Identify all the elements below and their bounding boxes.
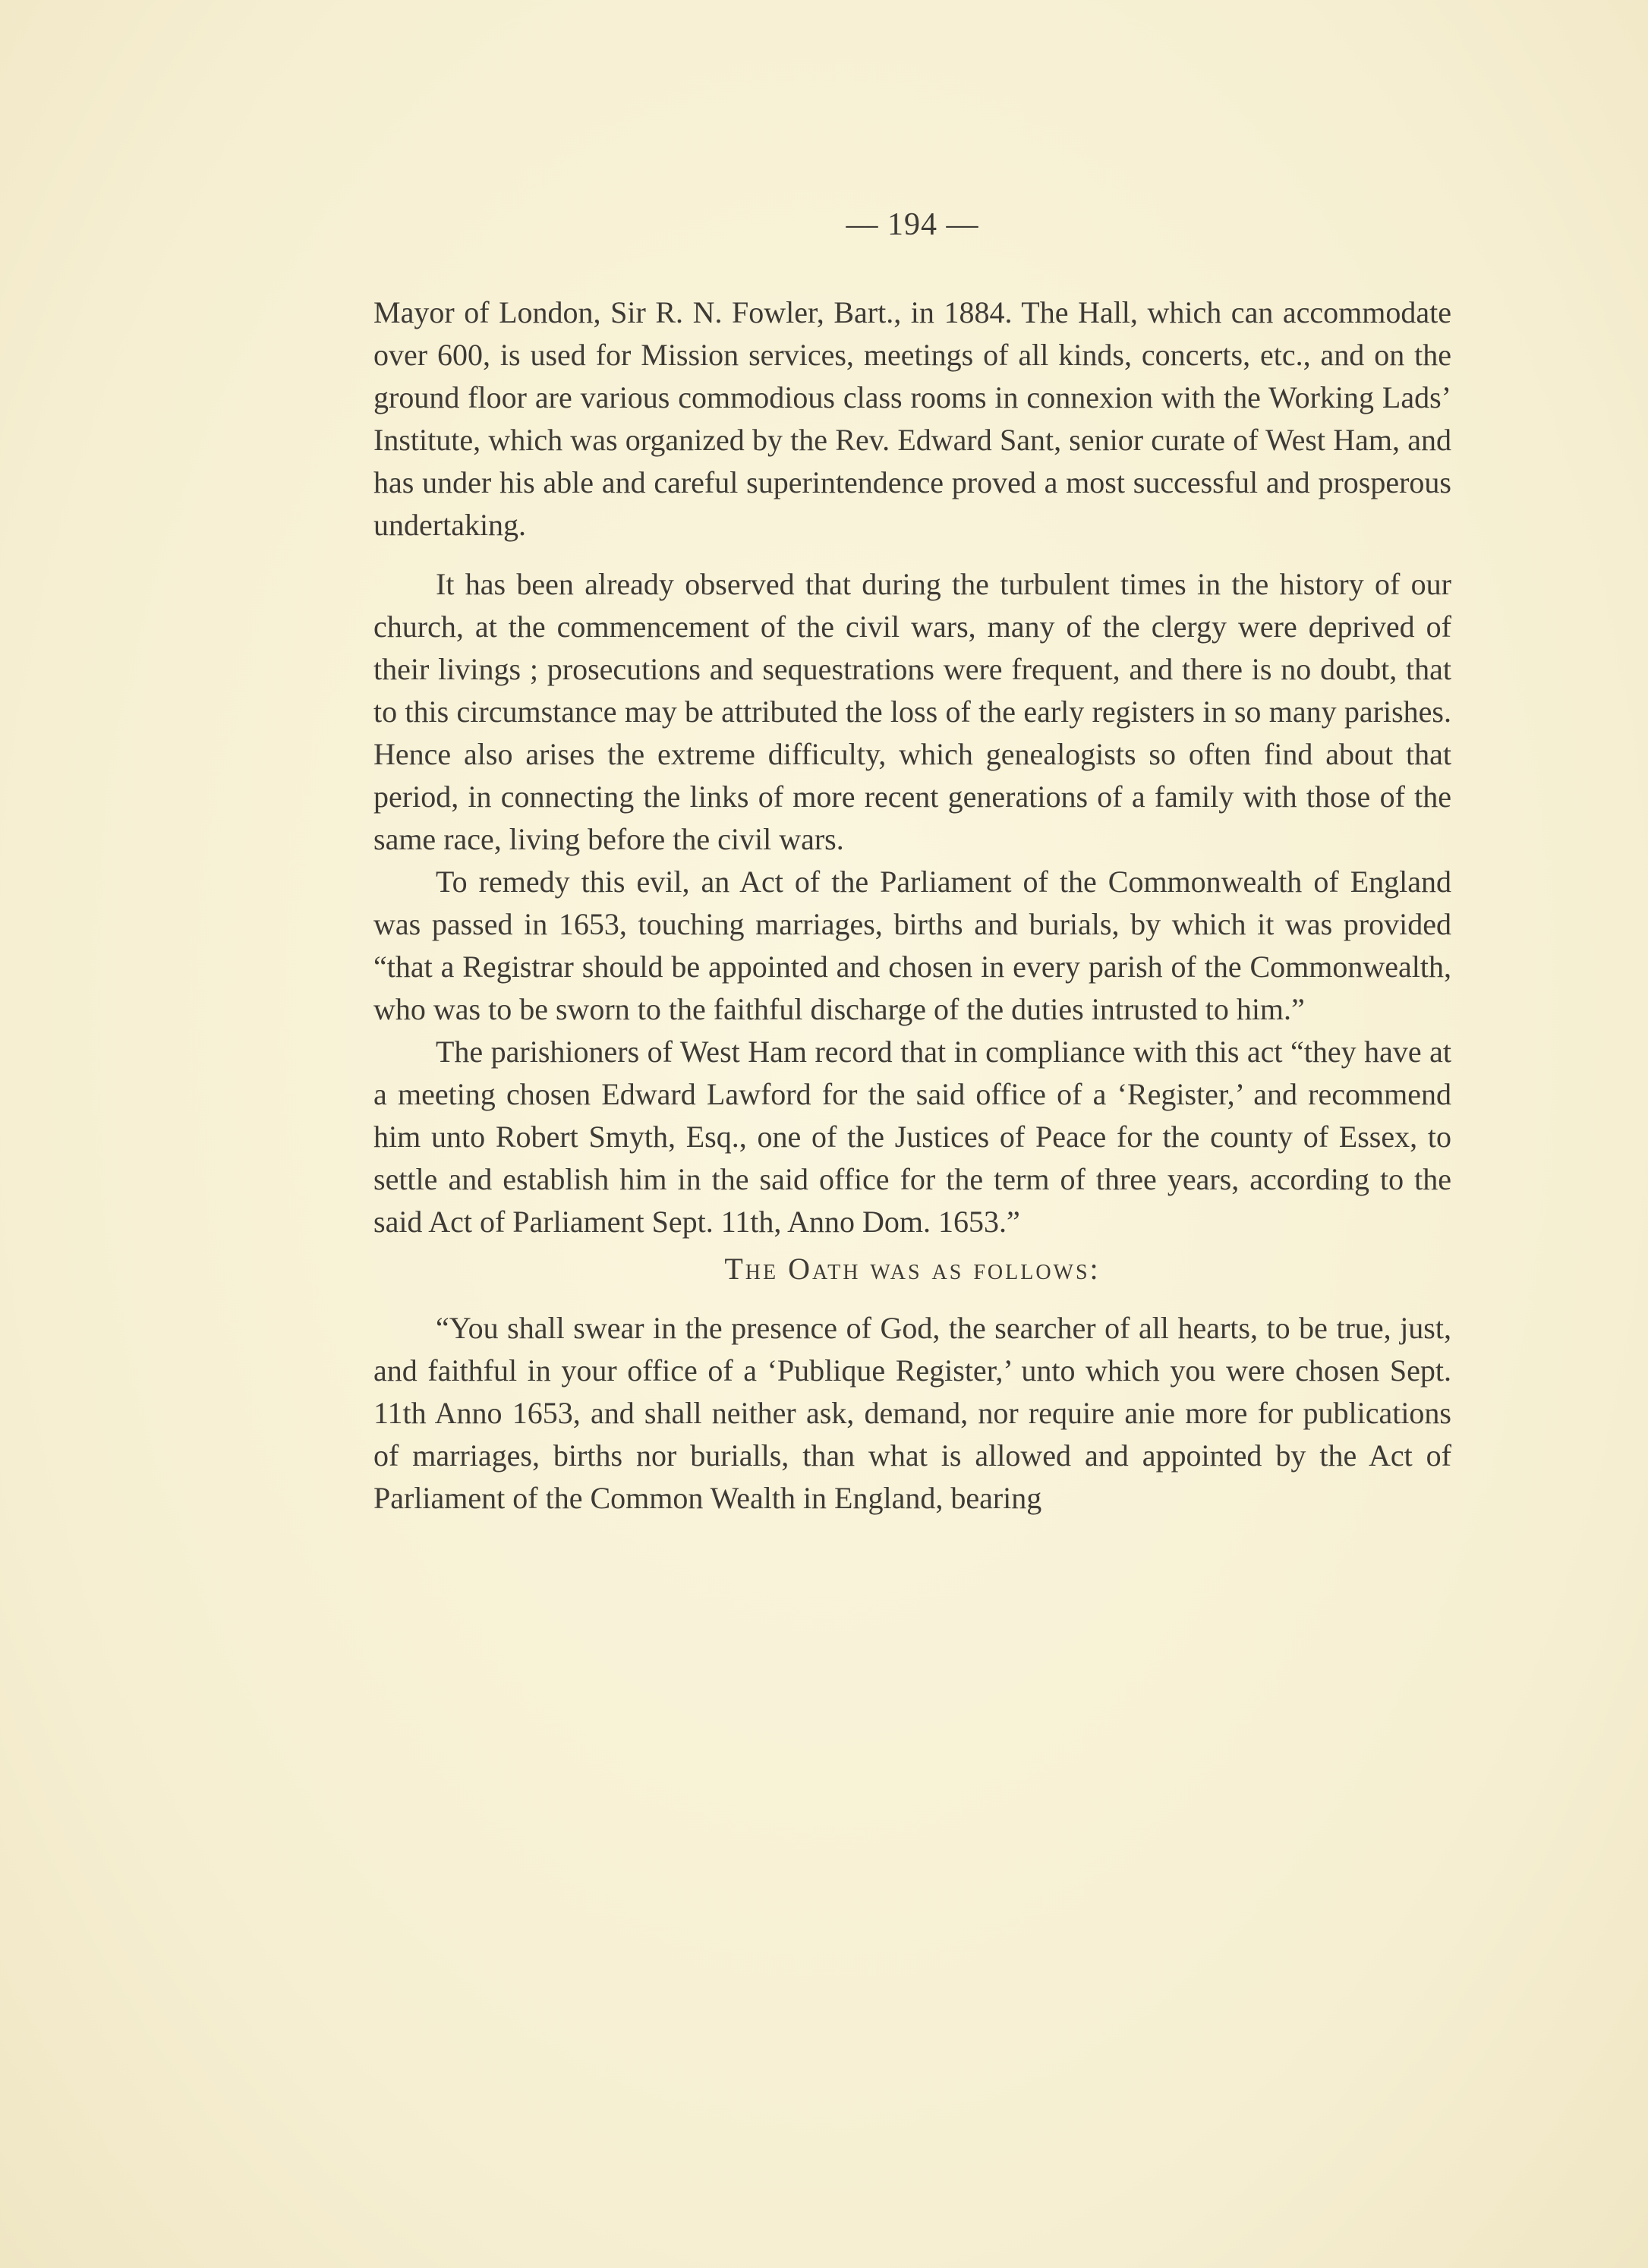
paragraph-west-ham-record: The parishioners of West Ham record that in compliance with this act “they have at a meeting chosen Edward Lawford for the said office of a ‘Register,’ and recommend him unto Robert Smyth, Esq., one of the Justices of Peace for the county of Essex, to settle and establish him in the said office for the term of three years, according to the said Act of Parliament Sept. 11th, Anno Dom. 1653.” bbox=[373, 1035, 1451, 1239]
page-text-column bbox=[373, 203, 1451, 1520]
page-number: — 194 — bbox=[846, 207, 979, 242]
paragraph-act-of-parliament: To remedy this evil, an Act of the Parliament of the Commonwealth of England was passed in 1653, touching marriages, births and burials, by which it was provided “that a Registrar should be appointed and chosen in every parish of the Commonwealth, who was to be sworn to the faithful discharge of the duties intrusted to him.” bbox=[373, 865, 1451, 1026]
paragraph-hall: Mayor of London, Sir R. N. Fowler, Bart., in 1884. The Hall, which can accommodate over 600, is used for Mission services, meetings of all kinds, concerts, etc., and on the ground floor are various commodious class rooms in connexion with the Working Lads’ Institute, which was organized by the Rev. Edward Sant, senior curate of West Ham, and has under his able and careful superintendence proved a most successful and prosperous undertaking. bbox=[373, 295, 1451, 542]
paragraph-civil-wars: It has been already observed that during the turbulent times in the history of our church, at the commencement of the civil wars, many of the clergy were deprived of their livings ; prosecutions and sequestrations were frequent, and there is no doubt, that to this circumstance may be attributed the loss of the early registers in so many parishes. Hence also arises the extreme difficulty, which genealogists so often find about that period, in connecting the links of more recent generations of a family with those of the same race, living before the civil wars. bbox=[373, 567, 1451, 856]
oath-heading: The Oath was as follows: bbox=[724, 1252, 1101, 1286]
oath-text: “You shall swear in the presence of God, the searcher of all hearts, to be true, just, and faithful in your office of a ‘Publique Register,’ unto which you were chosen Sept. 11th Anno 1653, and shall neither ask, demand, nor require anie more for publications of marriages, births nor burialls, than what is allowed and appointed by the Act of Parliament of the Common Wealth in England, bearing bbox=[373, 1311, 1451, 1515]
